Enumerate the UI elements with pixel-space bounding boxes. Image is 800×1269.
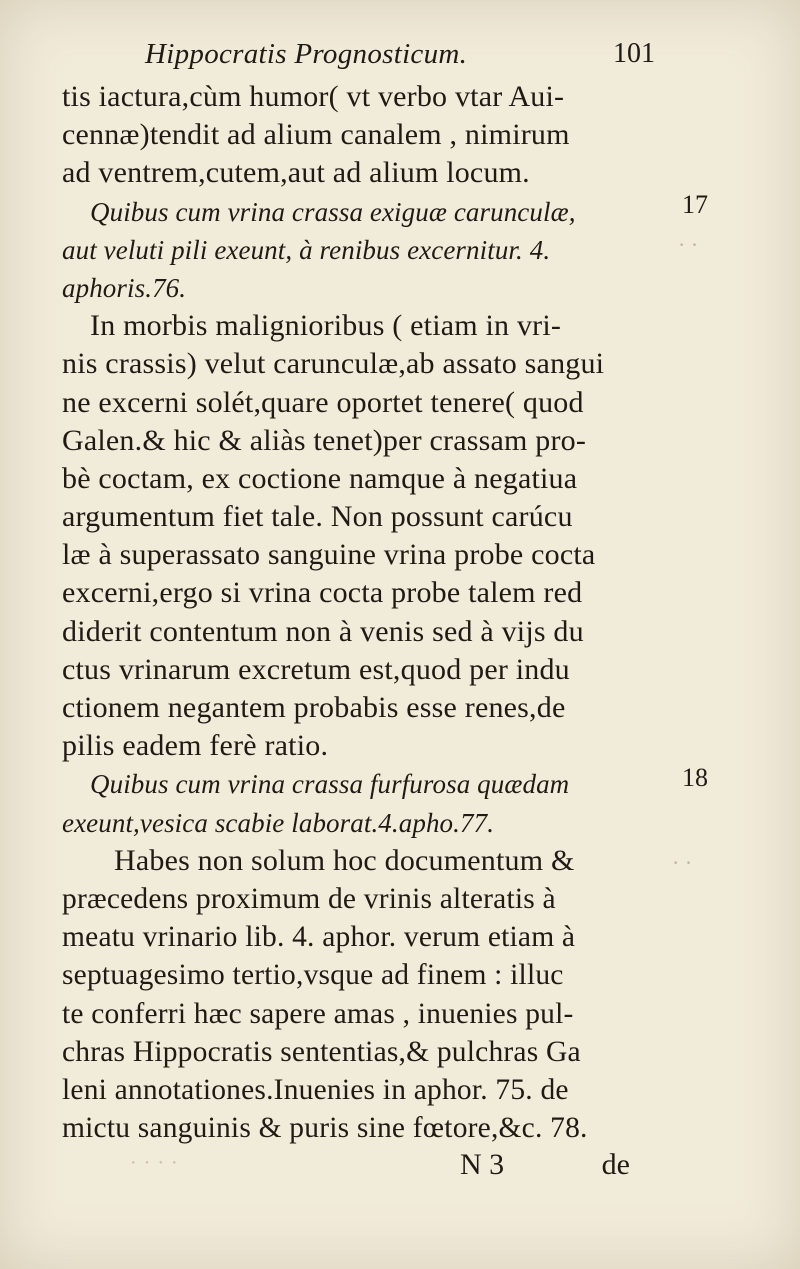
aphorism-heading: aphoris.76. [62, 272, 187, 303]
text-line: præcedens proximum de vrinis alteratis à [62, 882, 556, 915]
text-line: pilis eadem ferè ratio. [62, 729, 329, 763]
text-line: mictu sanguinis & puris sine fœtore,&c. 78. [62, 1112, 588, 1145]
show-through-mark: · · [678, 232, 699, 257]
page-footer [130, 1148, 630, 1192]
signature-mark: N 3 [460, 1148, 505, 1181]
text-line: nis crassis) velut carunculæ,ab assato sangui [62, 347, 605, 381]
text-line: tis iactura,cùm humor( vt verbo vtar Aui- [62, 80, 565, 113]
text-line: ctionem negantem probabis esse renes,de [62, 691, 566, 724]
margin-note-18: 18 [682, 763, 708, 792]
text-line: ctus vrinarum excretum est,quod per indu [62, 652, 570, 686]
catchword: de [601, 1148, 630, 1181]
text-line: meatu vrinario lib. 4. aphor. verum etiam à [62, 921, 576, 954]
aphorism-heading: exeunt,vesica scabie laborat.4.apho.77. [62, 807, 495, 838]
text-line: læ à superassato sanguine vrina probe cocta [62, 538, 596, 572]
text-line: ad ventrem,cutem,aut ad alium locum. [62, 156, 530, 190]
text-line: diderit contentum non à venis sed à vijs du [62, 614, 584, 648]
text-line: septuagesimo tertio,vsque ad finem : illuc [62, 959, 564, 992]
text-line: ne excerni solét,quare oportet tenere( quod [62, 385, 584, 419]
text-line: bè coctam, ex coctione namque à negatiua [62, 461, 578, 495]
text-line: leni annotationes.Inuenies in aphor. 75. de [62, 1073, 569, 1106]
aphorism-heading: aut veluti pili exeunt, à renibus excernitur. 4. [62, 234, 551, 265]
text-line: Habes non solum hoc documentum & [114, 843, 575, 877]
aphorism-heading: Quibus cum vrina crassa furfurosa quædam [90, 769, 570, 800]
show-through-mark: · · · · [130, 1152, 179, 1174]
running-title: Hippocratis Prognosticum. [145, 38, 468, 70]
text-line: te conferri hæc sapere amas , inuenies pul- [62, 997, 574, 1030]
margin-note-17: 17 [682, 190, 708, 219]
text-line: cennæ)tendit ad alium canalem , nimirum [62, 118, 570, 152]
text-line: argumentum fiet tale. Non possunt carúcu [62, 500, 573, 534]
text-line: chras Hippocratis sententias,& pulchras Ga [62, 1035, 581, 1068]
text-line: excerni,ergo si vrina cocta probe talem red [62, 576, 583, 610]
text-line: In morbis malignioribus ( etiam in vri- [90, 309, 562, 343]
page-header [145, 38, 655, 78]
text-line: Galen.& hic & aliàs tenet)per crassam pro- [62, 423, 587, 457]
text-block [62, 78, 657, 1147]
aphorism-heading: Quibus cum vrina crassa exiguæ carunculæ, [90, 196, 576, 227]
page-number: 101 [613, 38, 655, 69]
show-through-mark: · · [672, 850, 693, 875]
